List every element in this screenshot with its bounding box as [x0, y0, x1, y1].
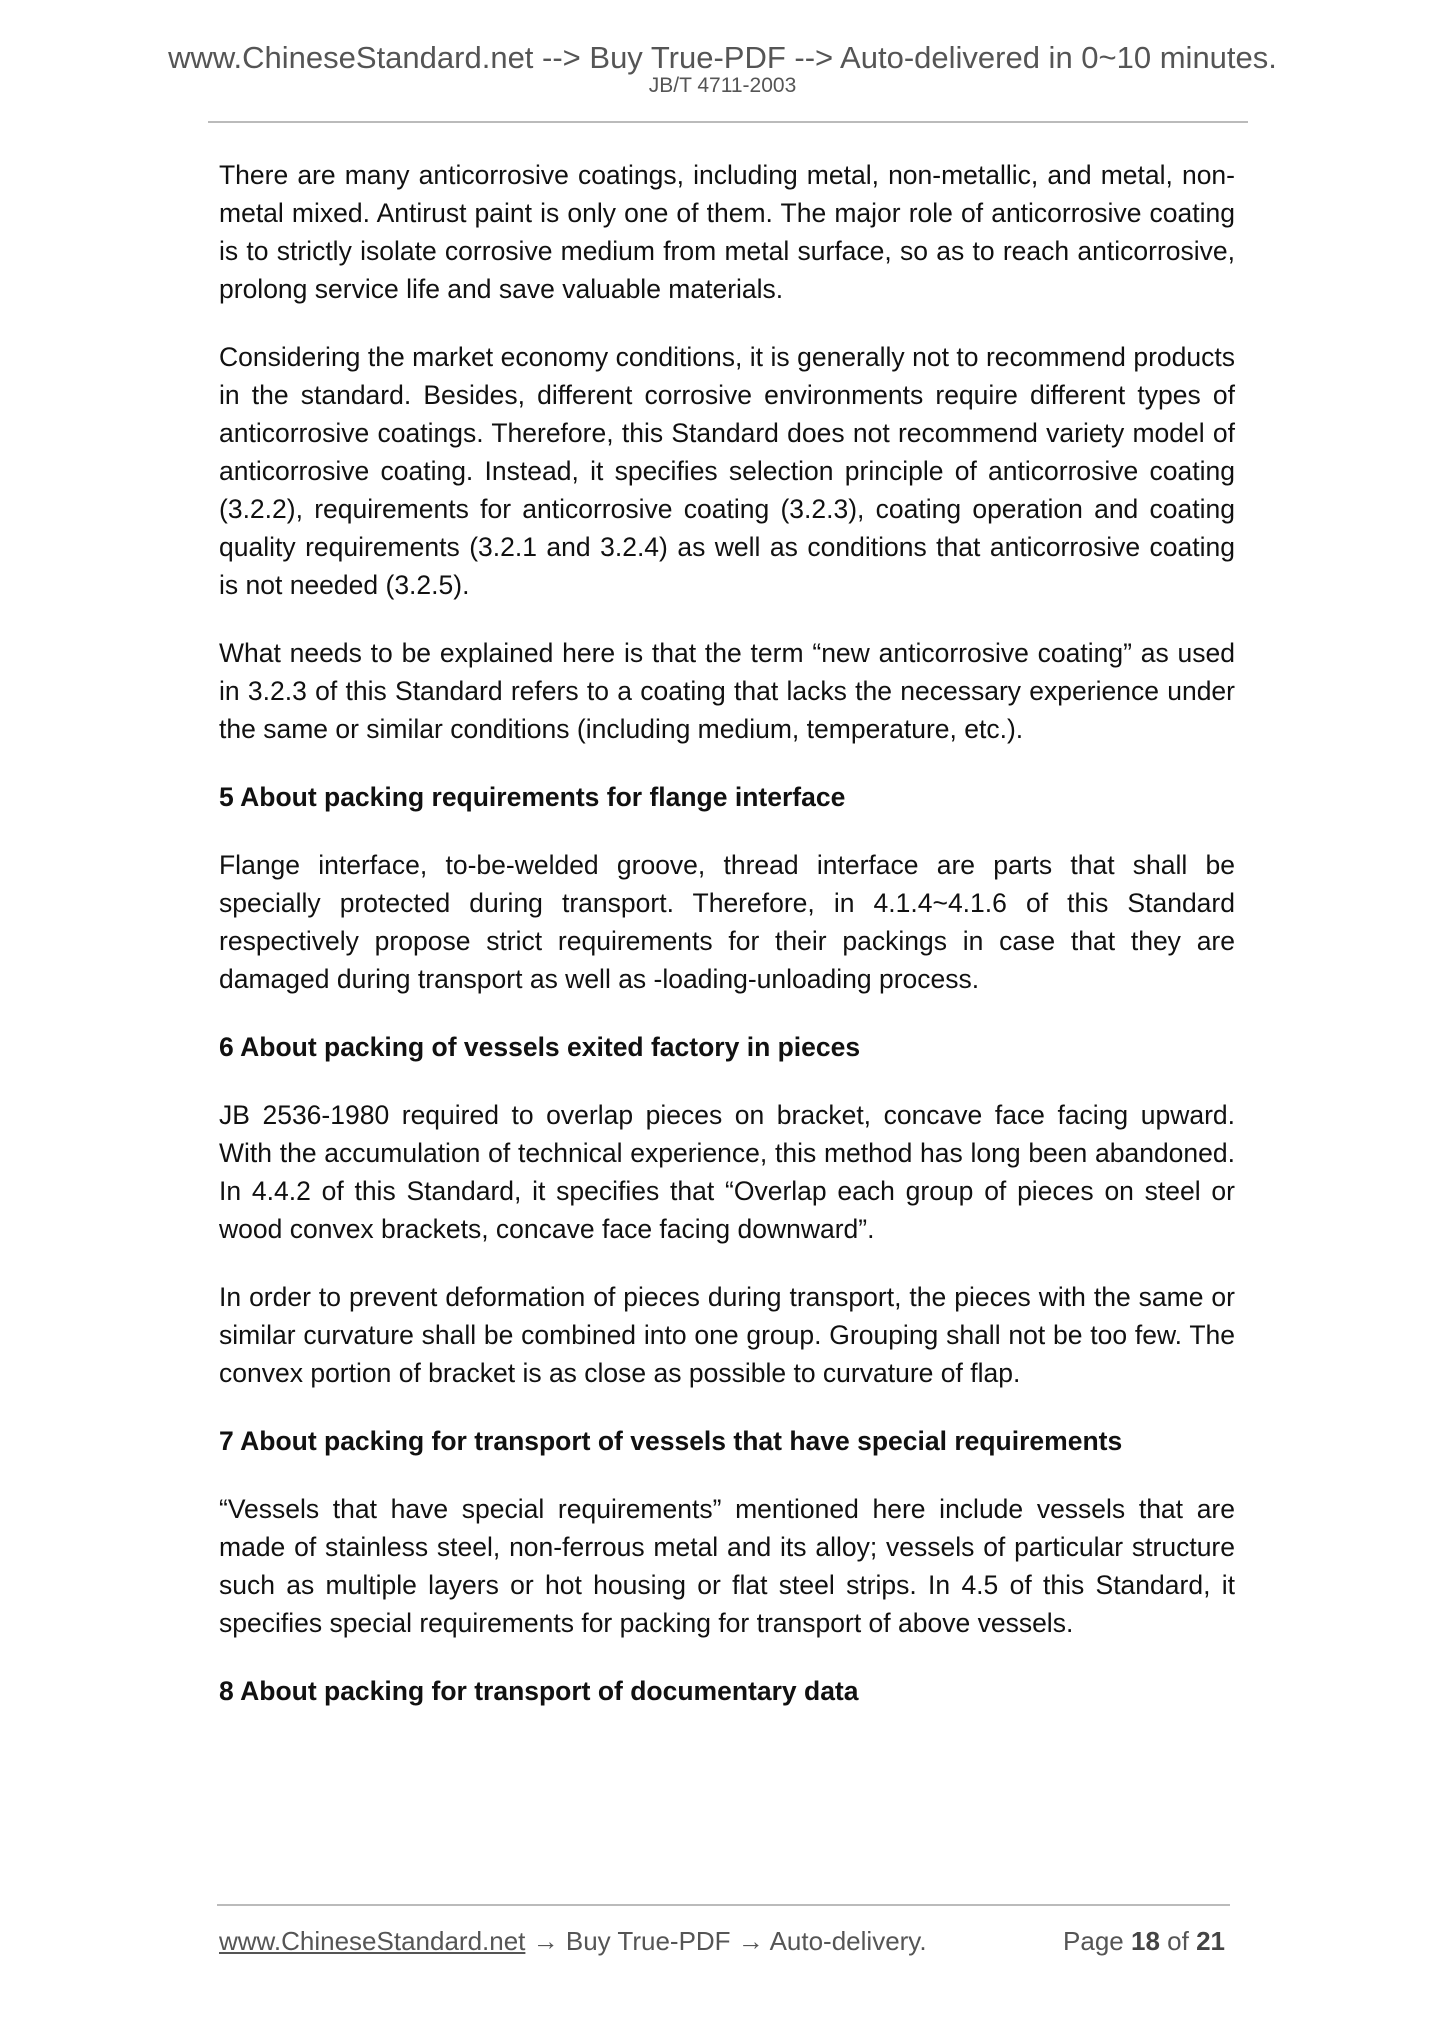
section-heading: 8 About packing for transport of documentary data	[219, 1676, 859, 1706]
page-total: 21	[1196, 1926, 1225, 1956]
paragraph: In order to prevent deformation of pieces during transport, the pieces with the same or similar curvature shall be combined into one group. Grouping shall not be too few. The convex portion of bracket is as close as possible to curvature of flap.	[219, 1282, 1235, 1388]
document-body	[219, 156, 1235, 1740]
footer-left	[219, 1924, 927, 1958]
page-number: 18	[1131, 1926, 1160, 1956]
header-divider	[208, 121, 1248, 123]
footer	[219, 1924, 1225, 1958]
page-label: Page	[1063, 1926, 1124, 1956]
section-heading: 7 About packing for transport of vessels that have special requirements	[219, 1426, 1123, 1456]
footer-divider	[217, 1904, 1230, 1906]
standard-code: JB/T 4711-2003	[648, 74, 797, 97]
of-label: of	[1167, 1926, 1189, 1956]
paragraph: What needs to be explained here is that the term “new anticorrosive coating” as used in 3.2.3 of this Standard refers to a coating that lacks the necessary experience under the same or similar conditions (including medium, temperature, etc.).	[219, 638, 1235, 744]
paragraph: JB 2536-1980 required to overlap pieces on bracket, concave face facing upward. With the accumulation of technical experience, this method has long been abandoned. In 4.4.2 of this Standard, it specifies that “Overlap each group of pieces on steel or wood convex brackets, concave face facing downward”.	[219, 1100, 1235, 1244]
page-indicator	[1063, 1924, 1225, 1958]
footer-link[interactable]: www.ChineseStandard.net	[219, 1926, 526, 1956]
section-heading: 5 About packing requirements for flange interface	[219, 782, 846, 812]
paragraph: “Vessels that have special requirements” mentioned here include vessels that are made of stainless steel, non-ferrous metal and its alloy; vessels of particular structure such as multiple layers or hot housing or flat steel strips. In 4.5 of this Standard, it specifies special requirements for packing for transport of above vessels.	[219, 1494, 1235, 1638]
paragraph: Considering the market economy conditions, it is generally not to recommend products in the standard. Besides, different corrosive environments require different types of anticorrosive coatings. Therefore, this Standard does not recommend variety model of anticorrosive coating. Instead, it specifies selection principle of anticorrosive coating (3.2.2), requirements for anticorrosive coating (3.2.3), coating operation and coating quality requirements (3.2.1 and 3.2.4) as well as conditions that anticorrosive coating is not needed (3.2.5).	[219, 342, 1235, 600]
footer-tagline: → Buy True-PDF → Auto-delivery.	[525, 1926, 927, 1956]
paragraph: Flange interface, to-be-welded groove, thread interface are parts that shall be specially protected during transport. Therefore, in 4.1.4~4.1.6 of this Standard respectively propose strict requirements for their packings in case that they are damaged during transport as well as -loading-unloading process.	[219, 850, 1235, 994]
header-banner: www.ChineseStandard.net --> Buy True-PDF --> Auto-delivered in 0~10 minutes.	[168, 40, 1277, 75]
section-heading: 6 About packing of vessels exited factory in pieces	[219, 1032, 861, 1062]
paragraph: There are many anticorrosive coatings, including metal, non-metallic, and metal, non-metal mixed. Antirust paint is only one of them. The major role of anticorrosive coating is to strictly isolate corrosive medium from metal surface, so as to reach anticorrosive, prolong service life and save valuable materials.	[219, 160, 1235, 304]
